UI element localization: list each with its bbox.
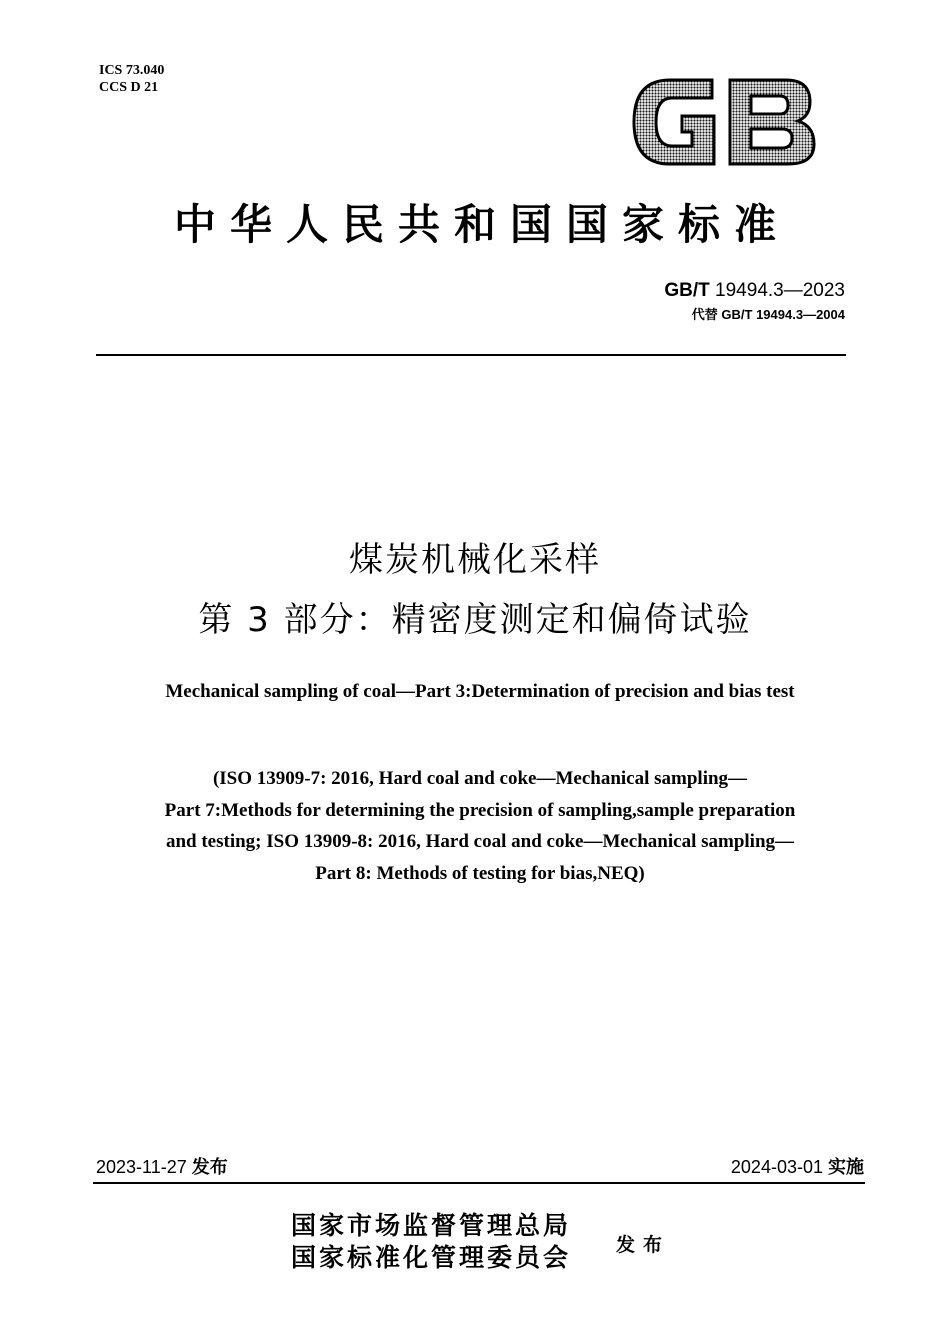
implementation-date	[731, 1154, 864, 1180]
issue-date-value: 2023-11-27	[96, 1157, 187, 1177]
standard-number	[664, 278, 845, 304]
implementation-label: 实施	[828, 1157, 864, 1177]
publish-label: 发布	[616, 1234, 671, 1256]
national-standard-heading: 中华人民共和国国家标准	[173, 200, 790, 249]
standard-prefix: GB/T	[664, 280, 710, 301]
iso-reference-line: Part 8: Methods of testing for bias,NEQ)	[315, 862, 645, 884]
authority-samr: 国家市场监督管理总局	[291, 1211, 572, 1240]
iso-reference-line: Part 7:Methods for determining the precision of sampling,sample preparation	[164, 799, 796, 821]
iso-reference-line: (ISO 13909-7: 2016, Hard coal and coke—Mechanical sampling—	[212, 768, 748, 789]
issue-date	[96, 1154, 228, 1180]
implementation-date-value: 2024-03-01	[730, 1157, 823, 1177]
title-chinese-line2: 第 3 部分：精密度测定和偏倚试验	[198, 600, 752, 640]
standard-designation	[664, 278, 845, 326]
iso-reference-line: and testing; ISO 13909-8: 2016, Hard coal and coke—Mechanical sampling—	[165, 831, 795, 852]
iso-reference	[80, 763, 880, 889]
ics-code: ICS 73.040	[99, 63, 165, 78]
title-english: Mechanical sampling of coal—Part 3:Determination of precision and bias test	[165, 681, 795, 702]
classification-codes	[99, 62, 164, 96]
authority-sac: 国家标准化管理委员会	[291, 1243, 572, 1272]
title-chinese-line1: 煤炭机械化采样	[349, 540, 601, 580]
footer-divider	[93, 1182, 865, 1184]
ccs-code: CCS D 21	[99, 80, 159, 95]
header-divider	[96, 354, 846, 356]
replaces-standard: 代替 GB/T 19494.3—2004	[691, 307, 845, 322]
gb-logo-icon	[630, 74, 816, 170]
standard-number-value: 19494.3—2023	[715, 280, 845, 301]
issue-label: 发布	[191, 1157, 228, 1177]
issuing-authorities	[291, 1210, 571, 1274]
